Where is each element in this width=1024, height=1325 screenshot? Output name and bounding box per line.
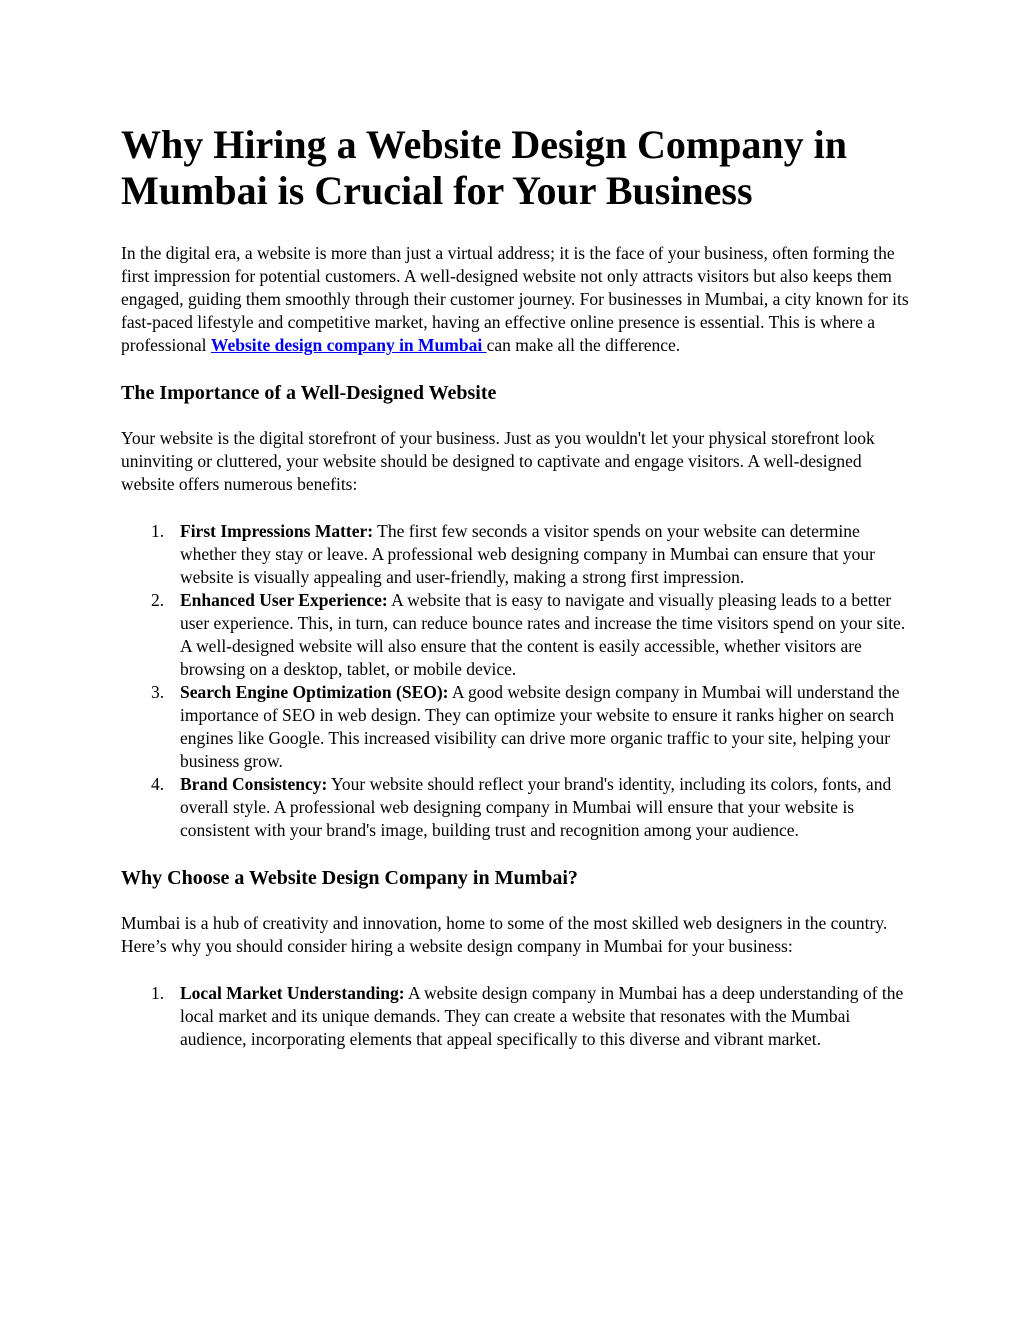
- list-text: A good website design company in Mumbai will understand the importance of SEO in web design. They can optimize your website to ensure it ranks higher on search engines like Google. This increased visibility can drive more organic traffic to your site, helping your business grow.: [180, 682, 900, 771]
- list-number: 1.: [151, 521, 165, 541]
- list-text: A website design company in Mumbai has a deep understanding of the local market and its unique demands. They can create a website that resonates with the Mumbai audience, incorporating elements that appeal specifically to this diverse and vibrant market.: [180, 983, 904, 1049]
- list-text: The first few seconds a visitor spends on your website can determine whether they stay or leave. A professional web designing company in Mumbai can ensure that your website is visually appealing and user-friendly, making a strong first impression.: [180, 521, 875, 587]
- list-number: 3.: [151, 682, 165, 702]
- list-item: [121, 520, 911, 589]
- list-item: [121, 982, 911, 1051]
- benefits-list: [121, 520, 911, 842]
- list-term: Enhanced User Experience:: [180, 590, 388, 610]
- section-heading-importance: The Importance of a Well-Designed Website: [121, 382, 497, 404]
- document-page: [121, 122, 911, 1075]
- intro-paragraph: [121, 242, 911, 357]
- list-text: Your website should reflect your brand's identity, including its colors, fonts, and overall style. A professional web designing company in Mumbai will ensure that your website is consistent with your brand's image, building trust and recognition among your audience.: [180, 774, 892, 840]
- list-text: A website that is easy to navigate and visually pleasing leads to a better user experience. This, in turn, can reduce bounce rates and increase the time visitors spend on your site. A well-designed website will also ensure that the content is easily accessible, whether visitors are browsing on a desktop, tablet, or mobile device.: [180, 590, 906, 679]
- list-term: Local Market Understanding:: [180, 983, 405, 1003]
- list-term: Brand Consistency:: [180, 774, 328, 794]
- list-item: [121, 681, 911, 773]
- list-term: Search Engine Optimization (SEO):: [180, 682, 449, 702]
- section-paragraph-importance: Your website is the digital storefront of your business. Just as you wouldn't let your physical storefront look uninviting or cluttered, your website should be designed to captivate and engage visitors. A well-designed website offers numerous benefits:: [121, 428, 875, 494]
- list-number: 1.: [151, 983, 165, 1003]
- website-design-company-link[interactable]: Website design company in Mumbai: [210, 335, 487, 355]
- reasons-list: [121, 982, 911, 1051]
- section-paragraph-why-choose: Mumbai is a hub of creativity and innovation, home to some of the most skilled web designers in the country. Here’s why you should consider hiring a website design company in Mumbai for your business:: [121, 913, 888, 956]
- list-number: 4.: [151, 774, 165, 794]
- section-heading-why-choose: Why Choose a Website Design Company in Mumbai?: [121, 867, 578, 889]
- list-term: First Impressions Matter:: [180, 521, 374, 541]
- list-item: [121, 773, 911, 842]
- list-item: [121, 589, 911, 681]
- list-number: 2.: [151, 590, 165, 610]
- intro-text: In the digital era, a website is more than just a virtual address; it is the face of your business, often forming the first impression for potential customers. A well-designed website not only attracts visitors but also keeps them engaged, guiding them smoothly through their customer journey. For businesses in Mumbai, a city known for its fast-paced lifestyle and competitive market, having an effective online presence is essential. This is where a professional: [121, 243, 909, 355]
- page-title: Why Hiring a Website Design Company in Mumbai is Crucial for Your Business: [121, 122, 848, 213]
- intro-text-end: can make all the difference.: [486, 335, 681, 355]
